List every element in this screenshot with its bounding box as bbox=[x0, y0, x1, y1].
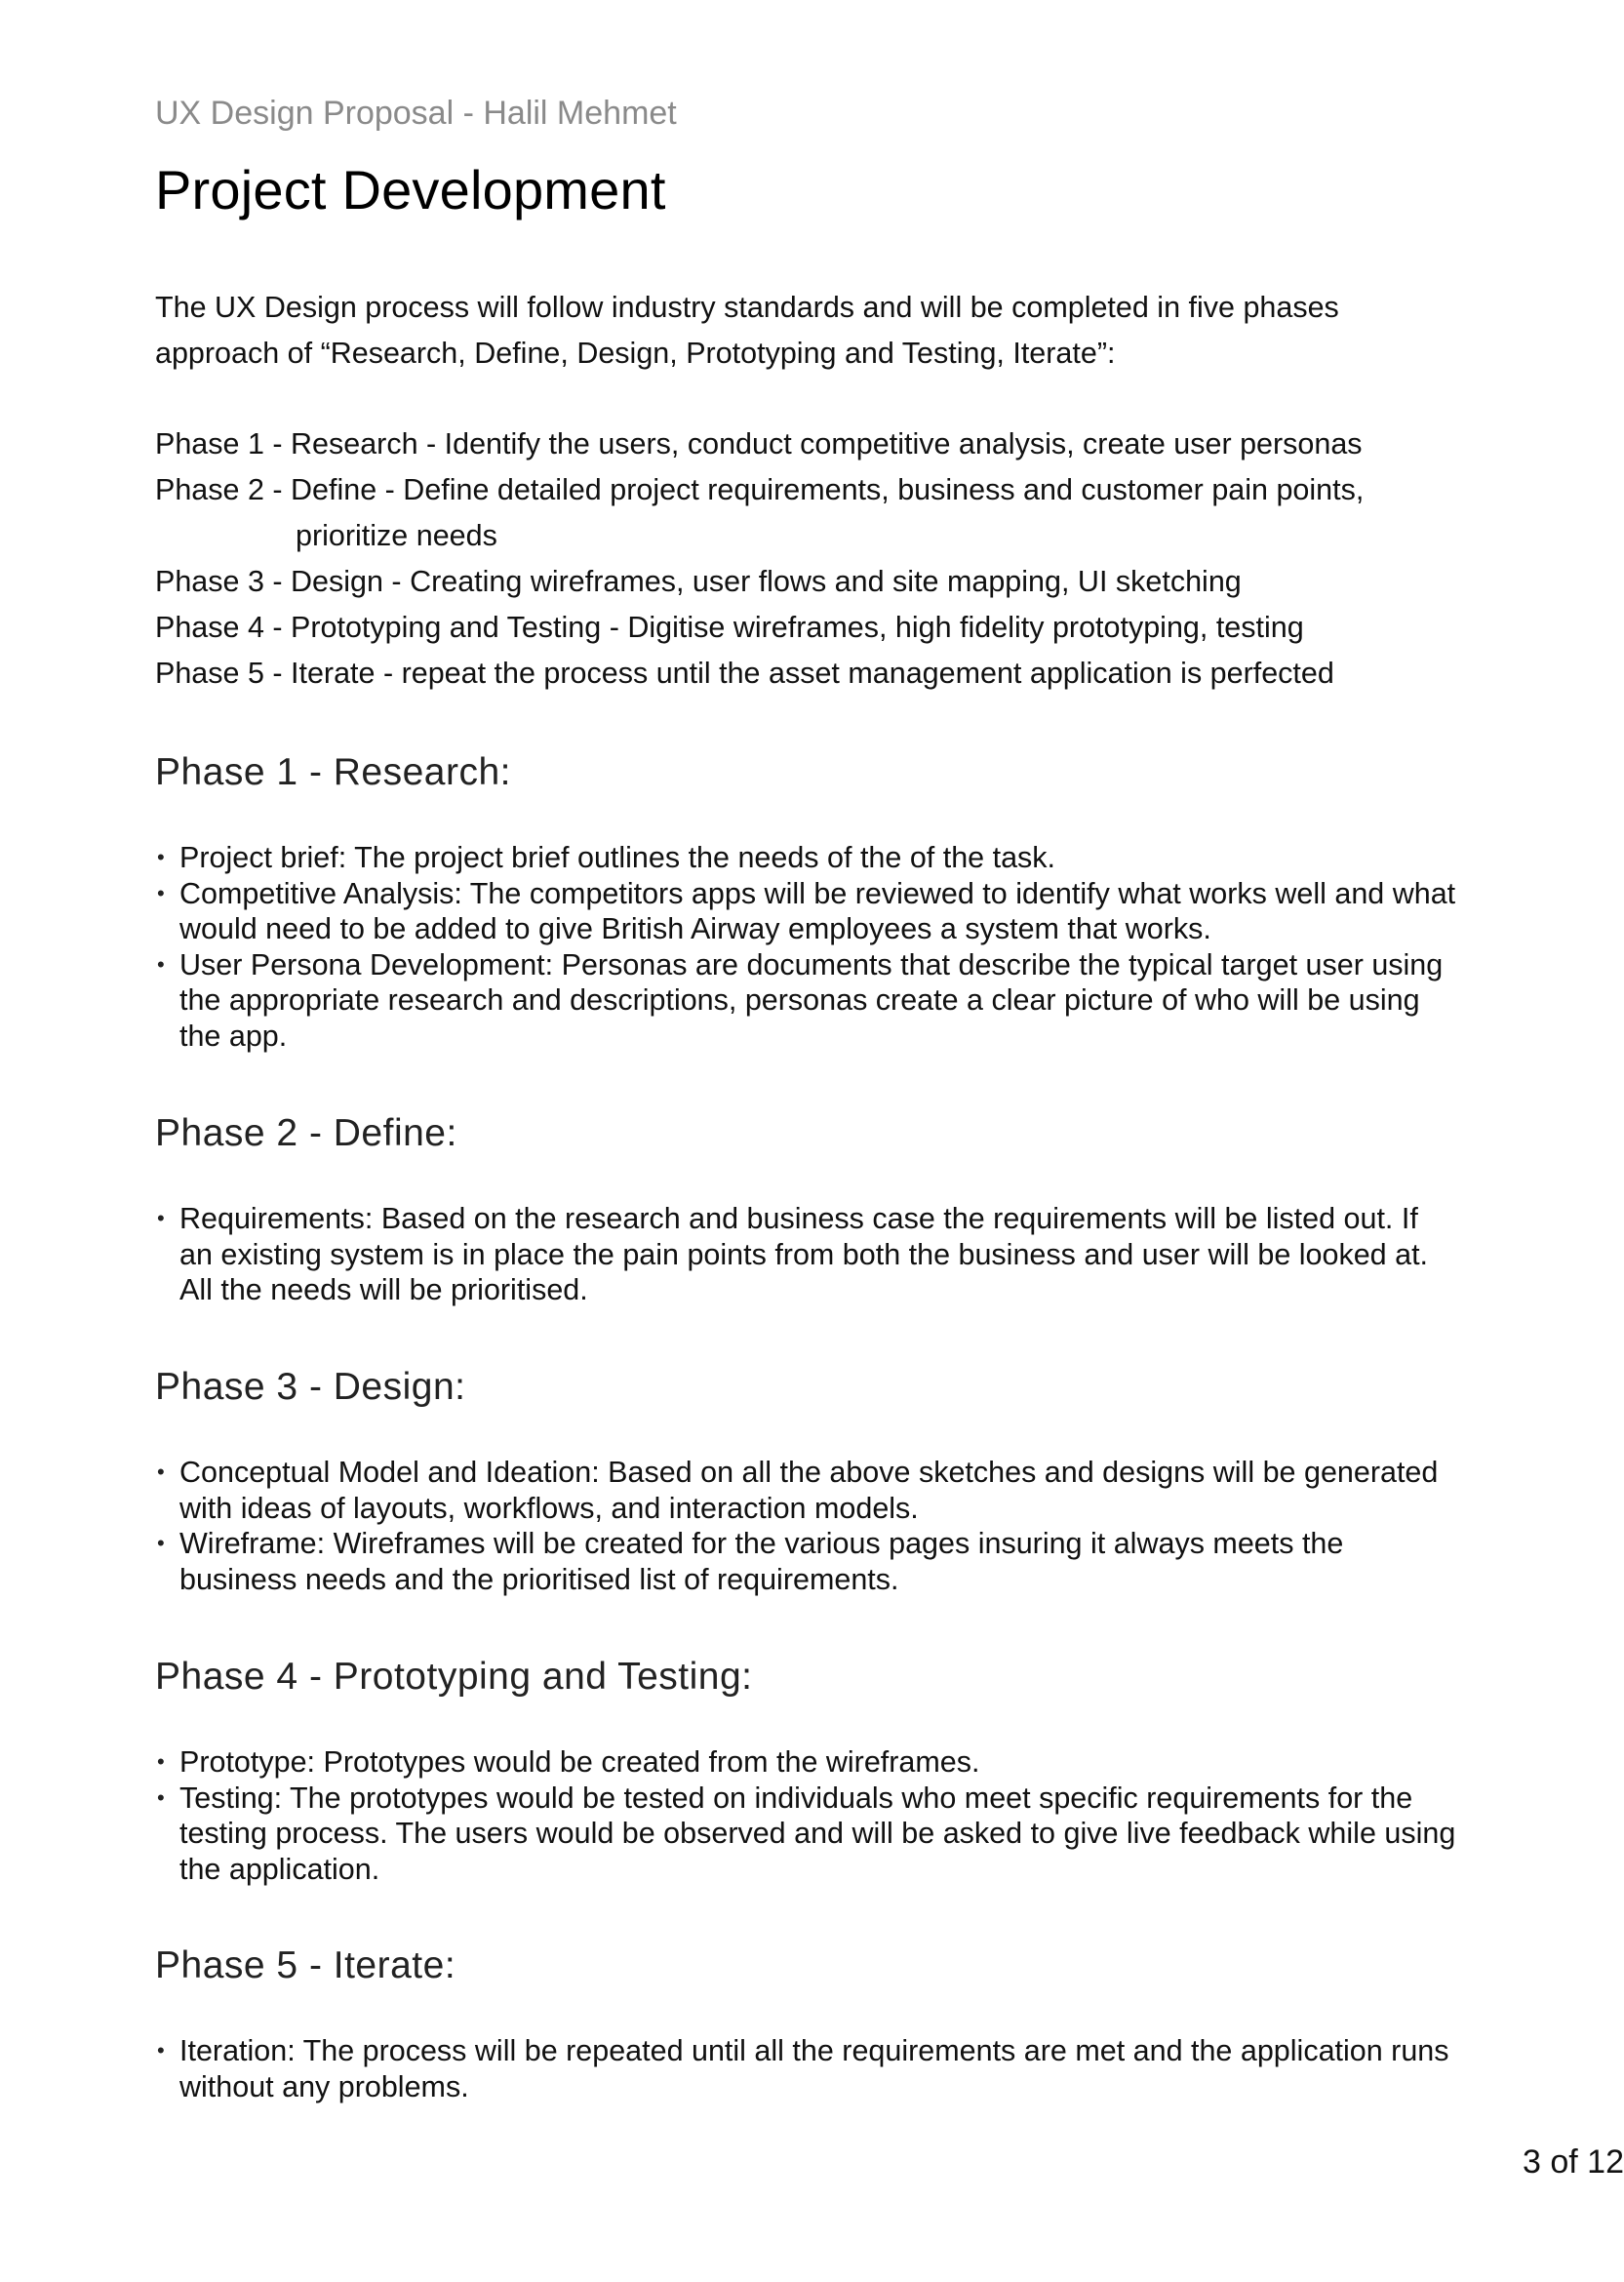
bullet-list bbox=[155, 1744, 1482, 1887]
bullet-item bbox=[155, 876, 1482, 947]
bullet-text-line: Conceptual Model and Ideation: Based on all the above sketches and designs will be generated bbox=[179, 1456, 1439, 1489]
phase-overview-item: Phase 3 - Design - Creating wireframes, user flows and site mapping, UI sketching bbox=[155, 565, 1242, 598]
section-phase-3 bbox=[155, 1366, 1482, 1597]
phase-overview-item: Phase 4 - Prototyping and Testing - Digitise wireframes, high fidelity prototyping, testing bbox=[155, 611, 1304, 644]
section-phase-4 bbox=[155, 1656, 1482, 1887]
intro-line: The UX Design process will follow industry standards and will be completed in five phases bbox=[155, 291, 1339, 324]
bullet-text-line: business needs and the prioritised list of requirements. bbox=[179, 1562, 899, 1596]
bullet-text-line: would need to be added to give British Airway employees a system that works. bbox=[179, 912, 1211, 945]
bullet-icon: • bbox=[157, 1460, 165, 1484]
bullet-icon: • bbox=[157, 880, 165, 905]
bullet-text-line: Requirements: Based on the research and business case the requirements will be listed out. If bbox=[179, 1202, 1418, 1235]
bullet-item bbox=[155, 1526, 1482, 1597]
document-header: UX Design Proposal - Halil Mehmet bbox=[155, 95, 677, 132]
bullet-icon: • bbox=[157, 1531, 165, 1555]
phase-overview-item: Phase 2 - Define - Define detailed project requirements, business and customer pain points, bbox=[155, 473, 1365, 506]
bullet-list bbox=[155, 840, 1482, 1054]
section-phase-5 bbox=[155, 1944, 1482, 2104]
bullet-icon: • bbox=[157, 845, 165, 869]
bullet-item bbox=[155, 1201, 1482, 1308]
bullet-text-line: Project brief: The project brief outlines the needs of the of the task. bbox=[179, 841, 1056, 874]
bullet-item bbox=[155, 947, 1482, 1055]
bullet-item bbox=[155, 2033, 1482, 2104]
bullet-text-line: Testing: The prototypes would be tested on individuals who meet specific requirements for the bbox=[179, 1781, 1413, 1815]
section-phase-2 bbox=[155, 1112, 1482, 1308]
intro-line: approach of “Research, Define, Design, Prototyping and Testing, Iterate”: bbox=[155, 337, 1116, 370]
section-heading: Phase 1 - Research: bbox=[155, 751, 512, 793]
bullet-text-line: the application. bbox=[179, 1852, 380, 1886]
bullet-text-line: the app. bbox=[179, 1019, 288, 1053]
bullet-text-line: an existing system is in place the pain points from both the business and user will be looked at. bbox=[179, 1237, 1429, 1271]
bullet-text-line: testing process. The users would be observed and will be asked to give live feedback while using bbox=[179, 1817, 1456, 1850]
bullet-icon: • bbox=[157, 1206, 165, 1230]
section-heading: Phase 2 - Define: bbox=[155, 1112, 457, 1154]
section-phase-1 bbox=[155, 751, 1482, 1054]
bullet-item bbox=[155, 840, 1482, 876]
phase-overview-item: Phase 1 - Research - Identify the users, conduct competitive analysis, create user personas bbox=[155, 427, 1363, 460]
section-heading: Phase 3 - Design: bbox=[155, 1366, 466, 1408]
bullet-icon: • bbox=[157, 951, 165, 977]
section-heading: Phase 5 - Iterate: bbox=[155, 1944, 456, 1986]
bullet-text-line: All the needs will be prioritised. bbox=[179, 1273, 588, 1306]
bullet-text-line: without any problems. bbox=[179, 2069, 469, 2103]
bullet-text-line: with ideas of layouts, workflows, and interaction models. bbox=[179, 1491, 919, 1525]
bullet-text-line: Iteration: The process will be repeated until all the requirements are met and the application runs bbox=[179, 2034, 1449, 2067]
bullet-item bbox=[155, 1781, 1482, 1888]
intro-paragraph bbox=[155, 285, 1482, 377]
bullet-item bbox=[155, 1744, 1482, 1781]
bullet-icon: • bbox=[157, 1749, 165, 1774]
bullet-icon: • bbox=[157, 2038, 165, 2062]
bullet-list bbox=[155, 2033, 1482, 2104]
phase-overview-list bbox=[155, 421, 1501, 697]
bullet-list bbox=[155, 1201, 1482, 1308]
page-number: 3 of 12 bbox=[1523, 2143, 1624, 2181]
bullet-text-line: Prototype: Prototypes would be created from the wireframes. bbox=[179, 1745, 980, 1779]
page-title: Project Development bbox=[155, 159, 666, 220]
bullet-list bbox=[155, 1455, 1482, 1597]
bullet-text-line: Wireframe: Wireframes will be created for the various pages insuring it always meets the bbox=[179, 1527, 1344, 1560]
bullet-text-line: Competitive Analysis: The competitors apps will be reviewed to identify what works well and what bbox=[179, 876, 1456, 910]
bullet-text-line: the appropriate research and descriptions, personas create a clear picture of who will be using bbox=[179, 983, 1420, 1017]
section-heading: Phase 4 - Prototyping and Testing: bbox=[155, 1656, 753, 1698]
phase-overview-item: Phase 5 - Iterate - repeat the process until the asset management application is perfected bbox=[155, 657, 1334, 690]
bullet-icon: • bbox=[157, 1784, 165, 1810]
phase-overview-item-continuation: prioritize needs bbox=[296, 519, 497, 552]
bullet-item bbox=[155, 1455, 1482, 1526]
bullet-text-line: User Persona Development: Personas are documents that describe the typical target user using bbox=[179, 947, 1444, 981]
